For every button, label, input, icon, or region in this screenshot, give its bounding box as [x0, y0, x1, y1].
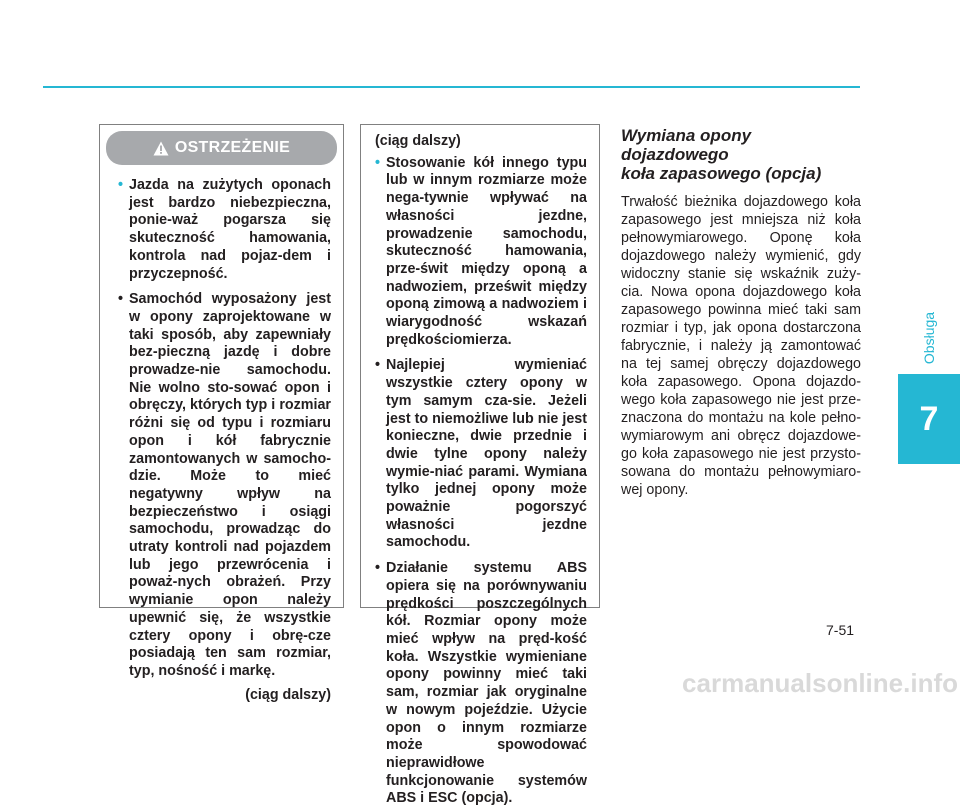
continued-item-text: Działanie systemu ABS opiera się na porównywaniu prędkości poszczególnych kół. Rozmiar opony może mieć wpływ na pręd-kość koła. Wszystkie wymieniane opony powinny mieć taki sam, rozmiar jak oryginalne w nowym pojeździe. Użycie opon o innym rozmiarze może spowodować nieprawidłowe funkcjonowanie systemów ABS i ESC (opcja). — [386, 560, 587, 807]
article-section — [621, 126, 861, 499]
article-title-line2: koła zapasowego (opcja) — [621, 164, 822, 183]
article-title-line1: Wymiana opony dojazdowego — [621, 126, 752, 164]
bullet: • — [375, 560, 381, 577]
warning-triangle-icon — [153, 141, 169, 156]
continued-box — [360, 124, 600, 807]
continued-item — [375, 155, 587, 350]
watermark-logo — [596, 668, 960, 698]
warning-box — [99, 124, 344, 703]
bullet: • — [375, 154, 381, 171]
continued-item — [375, 560, 587, 808]
warning-header — [106, 131, 337, 165]
warning-item — [118, 177, 331, 283]
page-number: 7-51 — [826, 622, 855, 638]
continued-item-text: Najlepiej wymieniać wszystkie cztery opony w tym samym cza-sie. Jeżeli jest to niemożliwe lub nie jest konieczne, dwie przednie i dwie tylne opony należy wymie-niać parami. Wymiana tylko jednej opony może poważnie pogorszyć własności jezdne samochodu. — [386, 357, 587, 551]
bullet: • — [118, 177, 124, 193]
top-rule — [43, 86, 860, 88]
warning-list — [118, 177, 331, 681]
warning-title: OSTRZEŻENIE — [174, 139, 291, 157]
warning-item — [118, 291, 331, 680]
warning-item-text: Samochód wyposażony jest w opony zaprojektowane w taki sposób, aby zapewniały bez-pieczną jazdę i dobre prowadze-nie samochodu. Nie wolno sto-sować opon i obręczy, których typ i rozmiar różni się od typu i rozmiaru opon i kół fabrycznie zamontowanych w samocho-dzie. Może to mieć negatywny wpływ na bezpieczeństwo i osiągi samochodu, prowadząc do utraty kontroli nad pojazdem lub jego przewrócenia i poważ-nych obrażeń. Przy wymianie opon należy upewnić się, że wszystkie cztery opony i obrę-cze posiadają ten sam rozmiar, typ, nośność i markę. — [129, 291, 331, 679]
chapter-label — [918, 305, 940, 371]
chapter-number: 7 — [919, 399, 939, 438]
continued-item-text: Stosowanie kół innego typu lub w innym rozmiarze może nega-tywnie wpływać na własności jezdne, prowadzenie samochodu, skuteczność hamowania, prze-świt między oponą a nadwoziem, prześwit między oponą zimową a nadwoziem i wiarygodność wskazań prędkościomierza. — [386, 154, 587, 348]
continued-item — [375, 357, 587, 552]
continued-list — [375, 155, 587, 808]
article-body: Trwałość bieżnika dojazdowego koła zapasowego jest mniejsza niż koła pełnowymiarowego. Oponę koła dojazdowego należy wymienić, gdy widoczny stanie się wskaźnik zuży-cia. Nowa opona dojazdowego koła zapasowego powinna mieć taki sam rozmiar i typ, jak opona dostarczona fabrycznie, i należy ją zamontować na tej samej obręczy dojazdowego koła zapasowego. Opona dojazdo-wego koła zapasowego nie jest prze-znaczona do montażu na kole pełno-wymiarowym ani obręcz dojazdowe-go koła zapasowego nie jest przysto-sowana do montażu pełnowymiaro-wej opony. — [621, 194, 861, 498]
continued-heading: (ciąg dalszy) — [375, 133, 461, 149]
warning-item-text: Jazda na zużytych oponach jest bardzo niebezpieczna, ponie-waż pogarsza się skuteczność hamowania, kontrola nad pojaz-dem i przyczepność. — [129, 177, 331, 282]
watermark-text: carmanualsonline.info — [682, 668, 958, 698]
chapter-label-text: Obsługa — [921, 311, 937, 365]
continued-note: (ciąg dalszy) — [245, 686, 331, 703]
bullet: • — [118, 291, 124, 308]
chapter-tab — [898, 374, 960, 464]
article-title — [621, 126, 861, 183]
bullet: • — [375, 357, 381, 374]
